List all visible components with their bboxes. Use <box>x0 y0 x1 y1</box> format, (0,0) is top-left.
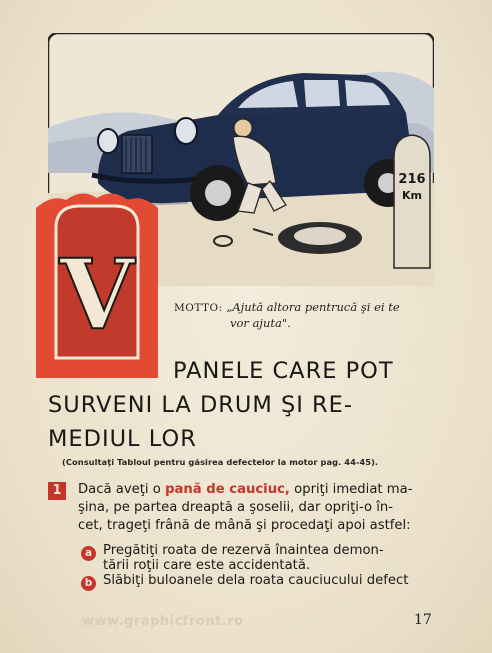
initial-letter-frame <box>36 188 158 378</box>
step-1-text-end: opriţi imediat ma- <box>294 482 413 497</box>
step-1-line-1 <box>78 482 412 497</box>
step-1-line-2: şina, pe partea dreaptă a şoselii, dar opriţi-o în- <box>78 500 394 515</box>
step-number-badge: 1 <box>48 482 66 500</box>
motto <box>174 300 444 331</box>
consult-note: (Consultaţi Tabloul pentru găsirea defectelor la motor pag. 44-45). <box>62 457 379 467</box>
step-1-highlight: pană de cauciuc, <box>165 482 290 497</box>
sub-item-a-line-1: Pregătiţi roata de rezervă înaintea demon- <box>103 543 384 558</box>
chapter-title-line-1: PANELE CARE POT <box>173 358 394 384</box>
step-1-text-start: Dacă aveţi o <box>78 482 161 497</box>
sub-item-b-marker: b <box>81 576 96 591</box>
milestone-number: 216 <box>398 172 426 187</box>
motto-label: MOTTO: <box>174 302 223 314</box>
chapter-title-line-2: SURVENI LA DRUM ŞI RE- <box>48 392 354 418</box>
watermark: www.graphicfront.ro <box>82 614 244 629</box>
sub-item-b-line-1: Slăbiţi buloanele dela roata cauciucului defect <box>103 573 409 588</box>
page-number: 17 <box>414 612 432 628</box>
sub-item-a-line-2: tării roţii care este accidentată. <box>103 558 311 573</box>
initial-letter: V <box>59 238 135 351</box>
sub-item-a-marker: a <box>81 546 96 561</box>
step-1-line-3: cet, trageţi frână de mână şi procedaţi apoi astfel: <box>78 518 411 533</box>
milestone-unit: Km <box>402 189 422 202</box>
motto-line-1: „Ajută altora pentrucă şi ei te <box>226 300 400 314</box>
motto-line-2: vor ajuta". <box>230 316 291 330</box>
chapter-title-line-3: MEDIUL LOR <box>48 426 197 452</box>
